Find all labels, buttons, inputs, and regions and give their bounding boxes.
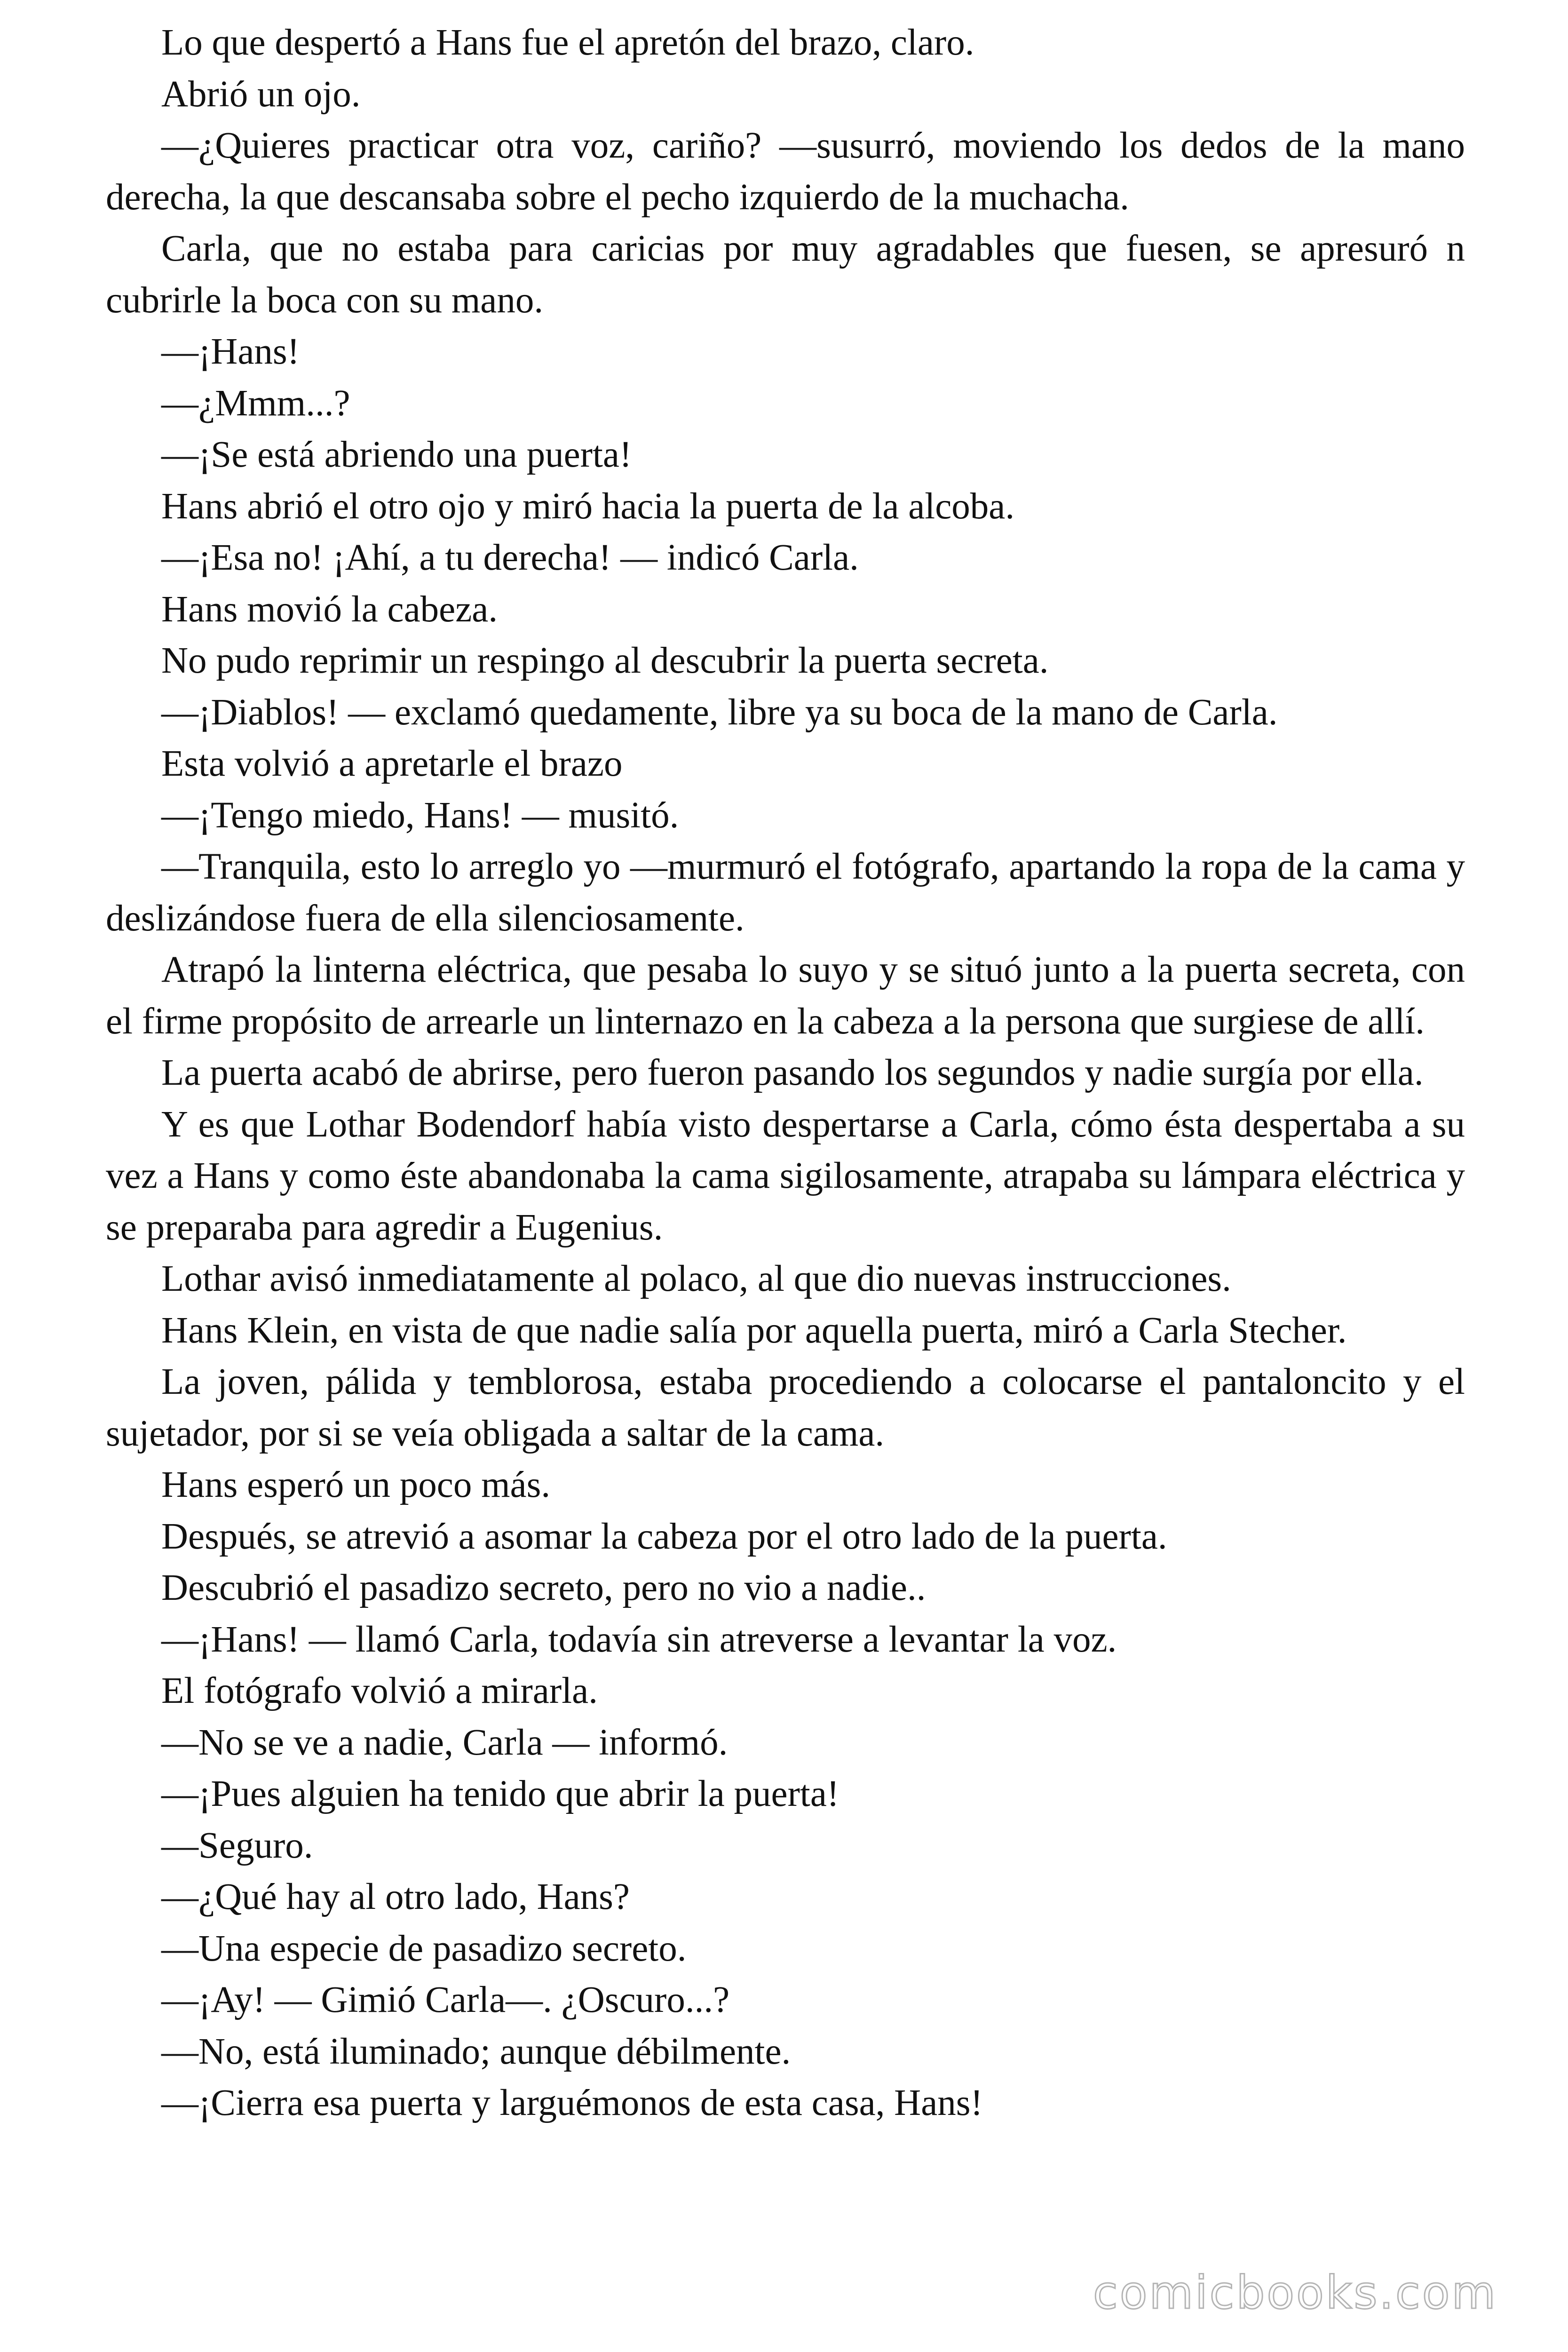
paragraph: Lothar avisó inmediatamente al polaco, al que dio nuevas instrucciones. <box>161 1258 1231 1299</box>
paragraph: —¿Qué hay al otro lado, Hans? <box>161 1876 630 1917</box>
paragraph: Hans abrió el otro ojo y miró hacia la puerta de la alcoba. <box>161 485 1015 527</box>
paragraph: La puerta acabó de abrirse, pero fueron pasando los segundos y nadie surgía por ella. <box>161 1052 1424 1093</box>
paragraph: No pudo reprimir un respingo al descubrir la puerta secreta. <box>161 640 1049 681</box>
paragraph: Descubrió el pasadizo secreto, pero no vio a nadie.. <box>161 1567 926 1608</box>
paragraph: —¡Ay! — Gimió Carla—. ¿Oscuro...? <box>161 1979 730 2020</box>
paragraph: Hans movió la cabeza. <box>161 588 498 630</box>
paragraph: —Una especie de pasadizo secreto. <box>161 1928 687 1969</box>
paragraph: —¡Esa no! ¡Ahí, a tu derecha! — indicó Carla. <box>161 537 859 578</box>
paragraph: —¿Quieres practicar otra voz, cariño? —susurró, moviendo los dedos de la mano derecha, la que descansaba sobre el pecho izquierdo de la muchacha. <box>106 125 1465 218</box>
paragraph: —¡Tengo miedo, Hans! — musitó. <box>161 795 679 836</box>
paragraph: Abrió un ojo. <box>161 73 361 115</box>
paragraph: Atrapó la linterna eléctrica, que pesaba lo suyo y se situó junto a la puerta secreta, con el firme propósito de arrearle un linternazo en la cabeza a la persona que surgiese de allí. <box>106 949 1465 1042</box>
paragraph: La joven, pálida y temblorosa, estaba procediendo a colocarse el pantaloncito y el sujetador, por si se veía obligada a saltar de la cama. <box>106 1361 1465 1454</box>
paragraph: —No se ve a nadie, Carla — informó. <box>161 1722 728 1763</box>
paragraph: —¡Hans! <box>161 331 300 372</box>
paragraph: —Seguro. <box>161 1825 313 1866</box>
paragraph: —¡Pues alguien ha tenido que abrir la puerta! <box>161 1773 839 1814</box>
paragraph: —¿Mmm...? <box>161 382 350 424</box>
paragraph: Hans Klein, en vista de que nadie salía por aquella puerta, miró a Carla Stecher. <box>161 1310 1347 1351</box>
paragraph: Hans esperó un poco más. <box>161 1464 551 1505</box>
paragraph: —Tranquila, esto lo arreglo yo —murmuró el fotógrafo, apartando la ropa de la cama y deslizándose fuera de ella silenciosamente. <box>106 846 1465 939</box>
paragraph: Carla, que no estaba para caricias por muy agradables que fuesen, se apresuró n cubrirle la boca con su mano. <box>106 228 1465 321</box>
paragraph: Esta volvió a apretarle el brazo <box>161 743 623 784</box>
paragraph: —¡Hans! — llamó Carla, todavía sin atreverse a levantar la voz. <box>161 1619 1117 1660</box>
paragraph: El fotógrafo volvió a mirarla. <box>161 1670 598 1711</box>
text-body <box>106 17 1465 2129</box>
paragraph: —¡Cierra esa puerta y larguémonos de esta casa, Hans! <box>161 2082 983 2123</box>
paragraph: —¡Se está abriendo una puerta! <box>161 434 632 475</box>
paragraph: —¡Diablos! — exclamó quedamente, libre ya su boca de la mano de Carla. <box>161 691 1278 733</box>
paragraph: Y es que Lothar Bodendorf había visto despertarse a Carla, cómo ésta despertaba a su vez a Hans y como éste abandonaba la cama sigilosamente, atrapaba su lámpara eléctrica y se preparaba para agredir a Eugenius. <box>106 1104 1465 1248</box>
paragraph: —No, está iluminado; aunque débilmente. <box>161 2031 791 2072</box>
watermark: comicbooks.com <box>1093 2266 1497 2319</box>
paragraph: Lo que despertó a Hans fue el apretón del brazo, claro. <box>161 22 974 63</box>
paragraph: Después, se atrevió a asomar la cabeza por el otro lado de la puerta. <box>161 1516 1167 1557</box>
